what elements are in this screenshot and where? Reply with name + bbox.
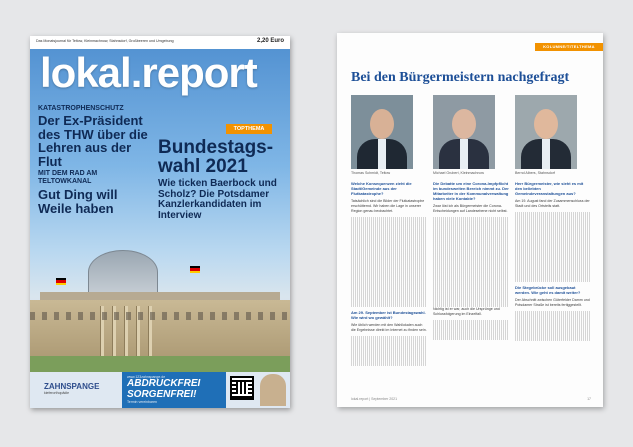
ad-line1: ABDRUCKFREI [127,378,201,389]
portrait-head [370,109,394,139]
window-row [30,312,290,320]
ad-brand-sub: kieferorthopädie [44,391,70,395]
lawn [30,356,290,372]
reichstag-image [30,248,290,368]
portrait-caption: Michael Grubert, Kleinmachnow [433,171,484,175]
ad-line2: SORGENFREI! [127,388,197,400]
interview-answer: Zwar löst ich als Bürgermeister die Corona-Entscheidungen auf Landesebene nicht selbst. [433,204,508,213]
magazine-cover[interactable] [30,36,290,408]
ad-note: Termin vereinbaren [127,400,157,404]
interview-answer: Der Abschnitt zwischen Güterfelder Damm und Potsdamer Straße ist bereits fertiggestellt. [515,298,590,307]
article-column [351,181,427,366]
article-column [433,181,509,340]
portrait-shirt [542,139,550,169]
masthead-bar [30,36,290,49]
interview-answer: Nichtig ist er war, auch die Ursprünge und Schlussfolgerung im Einzelfall. [433,307,500,316]
portrait-photo [515,95,577,169]
article-column [515,181,591,341]
interview-answer: Am 19. August fand der Zusammenschluss der Stadt und des Ortsteils statt. [515,199,590,208]
portrait-head [452,109,476,139]
german-flag-icon [190,266,200,273]
ad-brand [44,382,99,395]
page-footer: lokal.report | September 2021 [351,397,398,401]
cover-tagline: Das Monatsjournal für Teltow, Kleinmachnow, Stahnsdorf, Großbeeren und Umgebung [36,39,174,43]
story2-headline: Gut Ding will Weile haben [38,187,118,216]
page-number: 17 [587,397,591,401]
portrait-caption: Thomas Schmidt, Teltow [351,171,391,175]
qr-code-icon [230,376,254,400]
text-filler [433,302,509,307]
portrait-shirt [378,139,386,169]
text-filler [351,302,427,307]
interview-question: Herr Bürgermeister, wie sieht es mit den beliebten Gemeindeveranstaltungen aus? [515,181,584,196]
cover-logo: lokal.report [40,49,257,96]
story1-headline: Der Ex-Präsident des THW über die Lehren aus der Flut [38,113,148,169]
story2-kicker: MIT DEM RAD AM TELTOWKANAL [38,170,98,185]
german-flag-icon [56,278,66,285]
text-filler [515,277,591,282]
ad-brand-name: ZAHNSPANGE [44,382,100,391]
text-filler [515,336,591,341]
interview-question: Welche Konsequenzen zieht die Stadt/Gemeinde aus der Flutkatastrophe? [351,181,412,196]
interview-answer: Tatsächlich sind die Bilder der Flutkatastrophe erschütternd. Wir haben die Lage in unserer Region genau beobachtet. [351,199,425,213]
dome-shape [88,250,158,294]
ad-banner [122,372,226,408]
interview-answer: Wie üblich werden mit den Wahllokalen auch die Ergebnisse direkt im Internet zu finden sein. [351,323,427,332]
topthema-badge: TOPTHEMA [226,124,272,134]
inner-page[interactable] [337,33,603,407]
portrait-head [534,109,558,139]
ad-person-image [260,374,286,406]
portrait-shirt [460,139,468,169]
text-filler [351,361,427,366]
portrait-photo [433,95,495,169]
interview-question: Am 29. September ist Bundestagswahl. Wie wird wo gewählt? [351,310,426,320]
portrait-caption: Bernd Albers, Stahnsdorf [515,171,555,175]
main-headline: Bundestags-wahl 2021 [158,137,274,177]
section-tag: KOLUMNE/TITELTHEMA [535,43,603,51]
text-filler [433,335,509,340]
interview-question: Die Debatte um eine Corona-Impfpflicht im bundesweiten Bereich nimmt zu. Der Mitarbeiter in der Kommunalverwaltung haben viele Kontakte? [433,181,509,201]
article-title: Bei den Bürgermeistern nachgefragt [351,70,570,85]
portrait-photo [351,95,413,169]
ad-url: www.123zahnspange.de [127,375,166,379]
main-subhead: Wie ticken Baerbock und Scholz? Die Potsdamer Kanzlerkandidaten im Interview [158,178,277,221]
interview-question: Die Stegebrücke soll ausgebaut werden. Wie geht es damit weiter? [515,285,581,295]
cover-advertisement[interactable] [30,372,290,408]
cover-price: 2,20 Euro [256,38,284,44]
story1-kicker: KATASTROPHENSCHUTZ [38,105,124,112]
